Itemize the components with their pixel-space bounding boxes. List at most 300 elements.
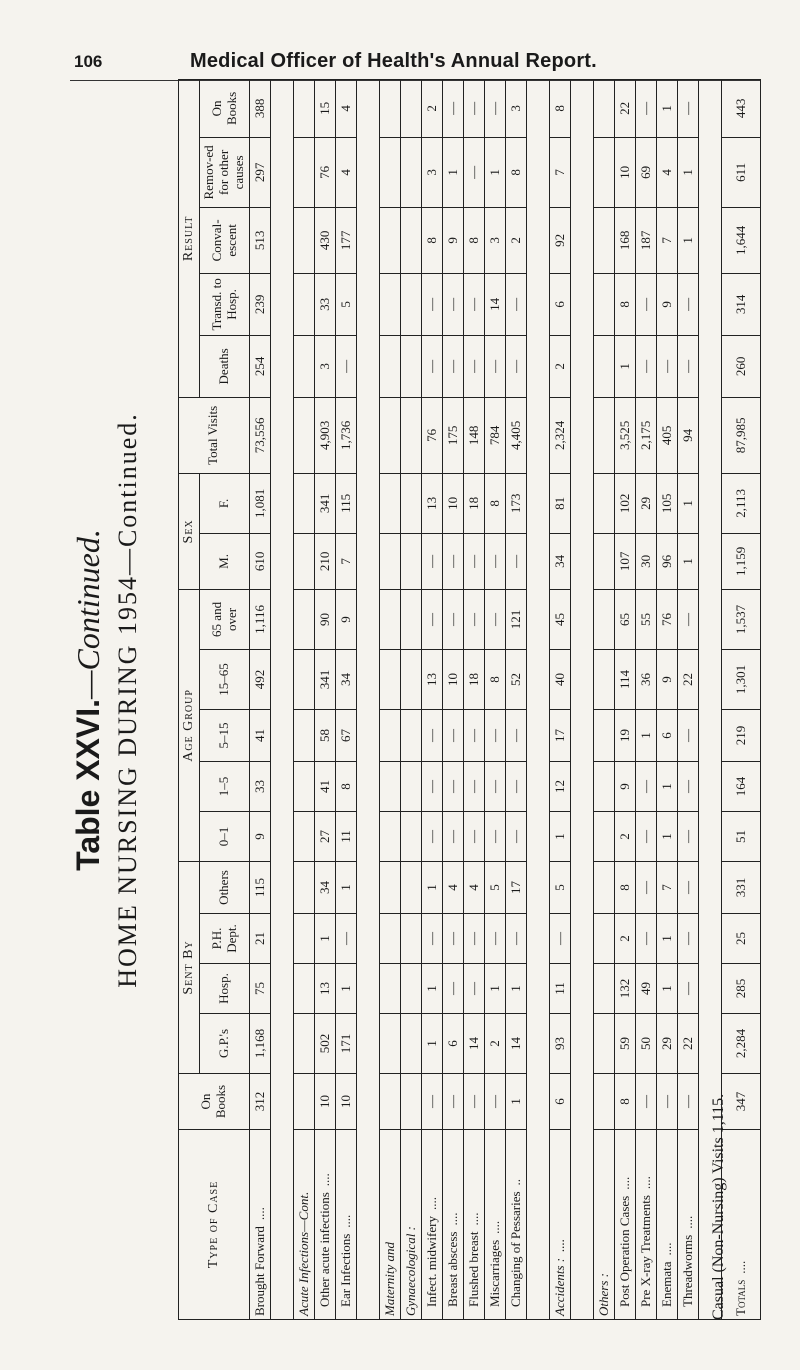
table-cell: 114 — [614, 649, 635, 709]
leader-dots: .... — [337, 1214, 353, 1228]
table-subtitle: HOME NURSING DURING 1954—Continued. — [113, 412, 142, 988]
table-cell: 4 — [463, 861, 484, 913]
table-cell: — — [442, 589, 463, 649]
table-cell: 107 — [614, 533, 635, 589]
table-cell: — — [463, 761, 484, 811]
table-row — [635, 79, 656, 1319]
home-nursing-table — [178, 79, 761, 1320]
table-cell: 341 — [314, 649, 335, 709]
table-cell: — — [442, 1074, 463, 1130]
row-spacer — [270, 79, 293, 1319]
table-cell — [379, 761, 400, 811]
leader-dots: .... — [423, 1197, 439, 1211]
table-cell: — — [635, 914, 656, 964]
col-sex: Sex — [179, 473, 200, 589]
table-cell — [293, 273, 314, 335]
table-row — [677, 79, 698, 1319]
row-label-text: Others : — [595, 1273, 611, 1316]
col-deaths: Deaths — [200, 335, 250, 397]
table-cell: 52 — [505, 649, 526, 709]
table-cell: — — [463, 137, 484, 207]
table-cell — [400, 335, 421, 397]
table-row — [421, 79, 442, 1319]
table-cell — [293, 533, 314, 589]
table-cell: 11 — [549, 964, 570, 1014]
leader-dots: .. — [507, 1178, 523, 1186]
table-cell: 7 — [656, 207, 677, 273]
table-cell: — — [677, 811, 698, 861]
table-cell: 4 — [335, 79, 356, 137]
table-cell — [400, 709, 421, 761]
table-cell: 314 — [721, 273, 760, 335]
table-cell: 347 — [721, 1074, 760, 1130]
leader-dots: .... — [679, 1215, 695, 1229]
table-cell: 405 — [656, 397, 677, 473]
table-cell: 784 — [484, 397, 505, 473]
table-cell: 1 — [421, 964, 442, 1014]
table-cell: 76 — [656, 589, 677, 649]
row-label-text: Acute Infections—Cont. — [295, 1191, 311, 1316]
table-cell: 1 — [677, 207, 698, 273]
table-cell: 5 — [549, 861, 570, 913]
table-cell — [293, 397, 314, 473]
table-cell: 2,175 — [635, 397, 656, 473]
table-cell — [293, 1014, 314, 1074]
col-age-0-1: 0–1 — [200, 811, 250, 861]
table-cell: 173 — [505, 473, 526, 533]
table-cell: — — [677, 335, 698, 397]
table-cell: 1 — [335, 964, 356, 1014]
table-cell — [400, 397, 421, 473]
row-label — [656, 1130, 677, 1320]
col-ph-dept: P.H. Dept. — [200, 914, 250, 964]
table-cell — [593, 137, 614, 207]
row-label-text: Pre X-ray Treatments — [637, 1195, 653, 1307]
table-cell: 12 — [549, 761, 570, 811]
table-continued: —Continued. — [70, 529, 106, 699]
table-cell: 1,537 — [721, 589, 760, 649]
row-label-text: Infect. midwifery — [423, 1216, 439, 1307]
table-cell: 27 — [314, 811, 335, 861]
table-cell: 21 — [249, 914, 270, 964]
leader-dots: .... — [658, 1242, 674, 1256]
col-on-books-end: On Books — [200, 79, 250, 137]
spacer-cell — [270, 79, 293, 1319]
table-cell: 430 — [314, 207, 335, 273]
table-cell: 1 — [505, 1074, 526, 1130]
table-cell: 6 — [549, 273, 570, 335]
table-cell: — — [549, 914, 570, 964]
row-label — [442, 1130, 463, 1320]
table-cell: 1 — [484, 964, 505, 1014]
table-cell: — — [442, 964, 463, 1014]
table-cell — [593, 397, 614, 473]
table-cell: 6 — [656, 709, 677, 761]
table-cell: 10 — [314, 1074, 335, 1130]
table-cell: — — [484, 709, 505, 761]
table-cell — [379, 1014, 400, 1074]
row-label-text: Miscarriages — [486, 1239, 502, 1307]
table-caption — [70, 80, 143, 1320]
table-cell — [379, 1074, 400, 1130]
table-cell: 1 — [656, 761, 677, 811]
row-label — [484, 1130, 505, 1320]
table-cell: 22 — [677, 649, 698, 709]
table-cell — [400, 649, 421, 709]
table-cell: — — [677, 964, 698, 1014]
leader-dots: .... — [251, 1207, 267, 1221]
col-removed-other: Remov-ed for other causes — [200, 137, 250, 207]
table-cell: — — [421, 1074, 442, 1130]
table-cell — [400, 273, 421, 335]
col-total-visits: Total Visits — [179, 397, 250, 473]
table-cell: 1 — [677, 473, 698, 533]
table-cell: 55 — [635, 589, 656, 649]
table-cell — [379, 914, 400, 964]
table-cell: — — [335, 335, 356, 397]
table-cell: — — [463, 335, 484, 397]
table-cell: 5 — [484, 861, 505, 913]
table-cell — [593, 589, 614, 649]
row-label-text: Totals — [732, 1279, 748, 1316]
col-convalescent: Conval-escent — [200, 207, 250, 273]
table-cell: — — [505, 533, 526, 589]
table-cell: 7 — [335, 533, 356, 589]
table-cell: — — [442, 335, 463, 397]
table-cell: — — [484, 1074, 505, 1130]
table-cell — [400, 811, 421, 861]
table-cell: 75 — [249, 964, 270, 1014]
table-cell: 14 — [505, 1014, 526, 1074]
table-cell: — — [442, 533, 463, 589]
table-cell: — — [635, 1074, 656, 1130]
table-cell: 11 — [335, 811, 356, 861]
table-cell: 260 — [721, 335, 760, 397]
table-cell — [293, 473, 314, 533]
table-row — [249, 79, 270, 1319]
table-cell: — — [463, 709, 484, 761]
table-cell: 10 — [442, 649, 463, 709]
table-cell: 1 — [614, 335, 635, 397]
col-sex-f: F. — [200, 473, 250, 533]
leader-dots: .... — [616, 1176, 632, 1190]
table-cell: 13 — [314, 964, 335, 1014]
row-label — [635, 1130, 656, 1320]
table-cell: 610 — [249, 533, 270, 589]
table-cell: 9 — [335, 589, 356, 649]
table-cell — [379, 861, 400, 913]
table-cell: — — [421, 533, 442, 589]
table-cell: 10 — [335, 1074, 356, 1130]
table-row — [400, 79, 421, 1319]
table-cell: 58 — [314, 709, 335, 761]
leader-dots: .... — [486, 1220, 502, 1234]
table-cell: 4,405 — [505, 397, 526, 473]
table-cell — [593, 649, 614, 709]
table-row — [505, 79, 526, 1319]
table-cell — [293, 79, 314, 137]
leader-dots: .... — [444, 1212, 460, 1226]
row-label-text: Threadworms — [679, 1234, 695, 1307]
table-cell: 132 — [614, 964, 635, 1014]
table-cell — [593, 335, 614, 397]
row-label-text: Accidents : — [551, 1257, 567, 1316]
table-row — [314, 79, 335, 1319]
table-cell: 33 — [314, 273, 335, 335]
table-cell: 29 — [656, 1014, 677, 1074]
table-cell — [379, 709, 400, 761]
table-cell: — — [421, 709, 442, 761]
table-cell — [379, 811, 400, 861]
leader-dots: .... — [732, 1260, 748, 1274]
leader-dots: .... — [637, 1176, 653, 1190]
table-cell: 51 — [721, 811, 760, 861]
leader-dots: .... — [316, 1173, 332, 1187]
table-cell: 2,324 — [549, 397, 570, 473]
table-cell: 1 — [484, 137, 505, 207]
table-cell: 34 — [549, 533, 570, 589]
spacer-cell — [570, 79, 593, 1319]
table-cell: — — [505, 709, 526, 761]
table-cell: 1,116 — [249, 589, 270, 649]
table-cell: 69 — [635, 137, 656, 207]
table-cell: — — [677, 273, 698, 335]
table-cell: 25 — [721, 914, 760, 964]
table-cell: — — [421, 335, 442, 397]
row-spacer — [526, 79, 549, 1319]
table-cell — [400, 207, 421, 273]
table-cell — [593, 811, 614, 861]
table-cell: 2 — [484, 1014, 505, 1074]
table-cell: 34 — [335, 649, 356, 709]
table-cell: — — [484, 914, 505, 964]
row-spacer — [356, 79, 379, 1319]
table-body — [249, 79, 760, 1319]
table-cell: 331 — [721, 861, 760, 913]
table-cell: 177 — [335, 207, 356, 273]
table-cell: — — [484, 79, 505, 137]
table-cell: 90 — [314, 589, 335, 649]
table-cell: — — [677, 589, 698, 649]
table-cell: 18 — [463, 649, 484, 709]
table-cell: — — [505, 273, 526, 335]
table-cell: 4 — [335, 137, 356, 207]
table-cell: 17 — [505, 861, 526, 913]
table-row — [379, 79, 400, 1319]
table-cell: 1 — [656, 79, 677, 137]
row-label-text: Breast abscess — [444, 1231, 460, 1307]
table-cell: — — [635, 811, 656, 861]
table-row — [293, 79, 314, 1319]
table-cell: — — [442, 79, 463, 137]
table-cell — [379, 273, 400, 335]
table-cell: 3 — [484, 207, 505, 273]
table-cell: 18 — [463, 473, 484, 533]
table-cell: 8 — [463, 207, 484, 273]
row-label-text: Flushed breast — [465, 1231, 481, 1307]
table-cell: 14 — [484, 273, 505, 335]
table-cell: — — [635, 761, 656, 811]
table-cell: — — [421, 811, 442, 861]
table-cell: 171 — [335, 1014, 356, 1074]
table-cell — [379, 649, 400, 709]
table-cell: — — [442, 761, 463, 811]
table-cell: 13 — [421, 473, 442, 533]
table-cell: — — [463, 914, 484, 964]
col-age-65-over: 65 and over — [200, 589, 250, 649]
table-cell: 2 — [549, 335, 570, 397]
table-cell — [593, 914, 614, 964]
table-cell: — — [677, 914, 698, 964]
table-cell: — — [442, 709, 463, 761]
table-cell — [400, 861, 421, 913]
table-cell: 2 — [421, 79, 442, 137]
table-cell: 4,903 — [314, 397, 335, 473]
table-cell — [293, 811, 314, 861]
table-cell: 41 — [249, 709, 270, 761]
row-label-text: Ear Infections — [337, 1233, 353, 1307]
table-cell: — — [677, 79, 698, 137]
row-label — [549, 1130, 570, 1320]
table-cell: 312 — [249, 1074, 270, 1130]
table-cell: 9 — [656, 649, 677, 709]
row-label — [614, 1130, 635, 1320]
footnote: Casual (Non-Nursing) Visits 1,115. — [710, 1093, 727, 1320]
leader-dots: .... — [465, 1212, 481, 1226]
table-cell: — — [677, 709, 698, 761]
table-cell: 33 — [249, 761, 270, 811]
table-cell: 8 — [484, 649, 505, 709]
row-label — [249, 1130, 270, 1320]
table-cell: 49 — [635, 964, 656, 1014]
table-cell: 96 — [656, 533, 677, 589]
table-cell: — — [463, 589, 484, 649]
table-cell — [379, 589, 400, 649]
report-title: Medical Officer of Health's Annual Report. — [190, 50, 597, 72]
row-label-text: Gynaecological : — [402, 1226, 418, 1316]
table-cell: — — [484, 761, 505, 811]
table-cell: 76 — [421, 397, 442, 473]
table-cell: 9 — [249, 811, 270, 861]
table-cell — [379, 79, 400, 137]
table-cell: — — [463, 273, 484, 335]
table-cell: 10 — [614, 137, 635, 207]
table-cell: 14 — [463, 1014, 484, 1074]
table-cell: — — [421, 273, 442, 335]
table-cell: 2 — [505, 207, 526, 273]
table-cell: 81 — [549, 473, 570, 533]
spacer-cell — [356, 79, 379, 1319]
table-cell: 10 — [442, 473, 463, 533]
table-cell: — — [635, 861, 656, 913]
table-cell — [293, 649, 314, 709]
table-cell — [400, 533, 421, 589]
table-cell: 1,736 — [335, 397, 356, 473]
table-cell: 13 — [421, 649, 442, 709]
table-cell: 8 — [505, 137, 526, 207]
table-cell: 40 — [549, 649, 570, 709]
table-cell — [593, 1014, 614, 1074]
table-cell: 1 — [442, 137, 463, 207]
table-cell: — — [505, 811, 526, 861]
table-cell: 3,525 — [614, 397, 635, 473]
table-cell: 168 — [614, 207, 635, 273]
table-cell: 1 — [314, 914, 335, 964]
table-cell: 8 — [335, 761, 356, 811]
table-cell: 513 — [249, 207, 270, 273]
table-cell: 1 — [505, 964, 526, 1014]
table-cell: 1 — [677, 533, 698, 589]
table-cell: 8 — [484, 473, 505, 533]
table-cell — [379, 964, 400, 1014]
table-cell: 36 — [635, 649, 656, 709]
table-cell — [379, 207, 400, 273]
table-cell — [293, 137, 314, 207]
table-cell: — — [463, 1074, 484, 1130]
table-cell: 15 — [314, 79, 335, 137]
table-cell: 115 — [335, 473, 356, 533]
row-label-text: Maternity and — [381, 1241, 397, 1316]
table-cell — [293, 335, 314, 397]
table-row — [463, 79, 484, 1319]
table-cell: 2,284 — [721, 1014, 760, 1074]
table-cell: 187 — [635, 207, 656, 273]
table-cell: 2,113 — [721, 473, 760, 533]
table-cell: 34 — [314, 861, 335, 913]
table-cell: 93 — [549, 1014, 570, 1074]
table-cell — [593, 861, 614, 913]
table-cell: 4 — [656, 137, 677, 207]
table-cell: — — [635, 79, 656, 137]
table-cell: — — [421, 761, 442, 811]
table-cell: — — [635, 273, 656, 335]
table-cell: 67 — [335, 709, 356, 761]
table-cell: — — [463, 79, 484, 137]
table-cell: — — [442, 811, 463, 861]
col-on-books: On Books — [179, 1074, 250, 1130]
table-cell: 65 — [614, 589, 635, 649]
table-cell — [379, 137, 400, 207]
col-result: Result — [179, 79, 200, 397]
table-cell — [400, 1074, 421, 1130]
table-cell: 1 — [635, 709, 656, 761]
table-cell: — — [484, 811, 505, 861]
row-label — [293, 1130, 314, 1320]
table-cell — [593, 473, 614, 533]
table-cell — [293, 761, 314, 811]
table-cell — [400, 473, 421, 533]
table-cell: 29 — [635, 473, 656, 533]
table-cell: 210 — [314, 533, 335, 589]
table-cell — [400, 964, 421, 1014]
row-label — [314, 1130, 335, 1320]
table-cell — [593, 533, 614, 589]
table-cell — [400, 79, 421, 137]
table-cell: 7 — [656, 861, 677, 913]
table-cell: 94 — [677, 397, 698, 473]
table-number: Table XXVI. — [70, 698, 106, 871]
col-gps: G.P.'s — [200, 1014, 250, 1074]
table-cell — [400, 589, 421, 649]
table-cell: 148 — [463, 397, 484, 473]
col-age-1-5: 1–5 — [200, 761, 250, 811]
table-cell: 87,985 — [721, 397, 760, 473]
table-cell: — — [484, 335, 505, 397]
table-cell — [293, 914, 314, 964]
row-label — [505, 1130, 526, 1320]
table-cell: 1,168 — [249, 1014, 270, 1074]
table-cell: 22 — [614, 79, 635, 137]
